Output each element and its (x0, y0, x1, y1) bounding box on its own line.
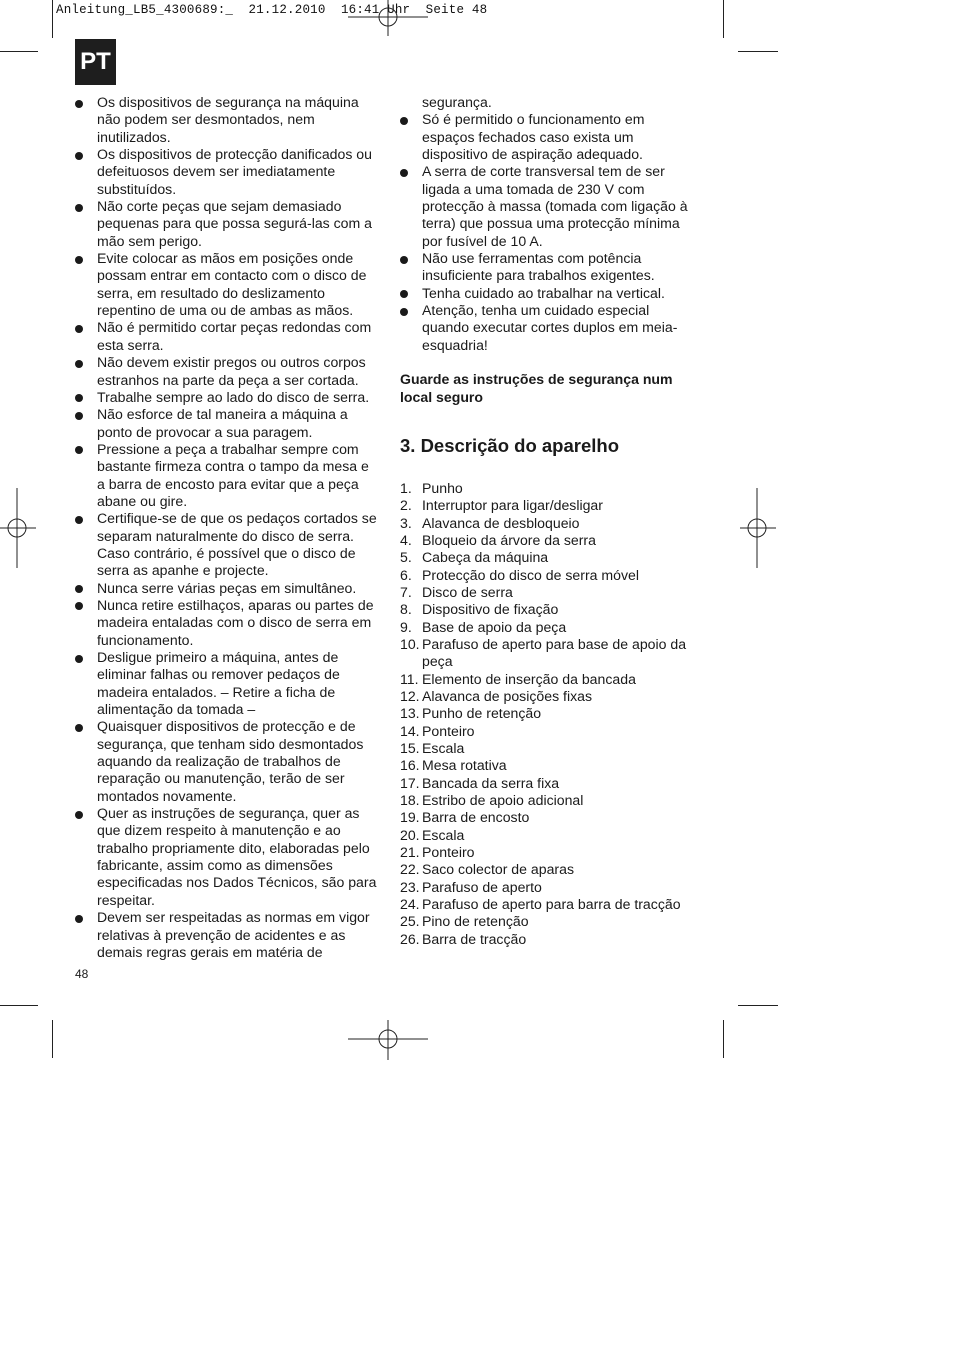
bullet-item (400, 302, 695, 354)
bullet-item (75, 198, 380, 250)
bullet-text: Não é permitido cortar peças redondas com esta serra. (97, 319, 372, 353)
part-number: 24. (400, 896, 420, 913)
part-item (400, 913, 695, 930)
part-item (400, 879, 695, 896)
bullet-item (75, 649, 380, 718)
bullet-text: Quer as instruções de segurança, quer as que dizem respeito à manutenção e ao trabalho propriamente dito, elaboradas pelo fabricante, assim como as dimensões especificadas nos Dados Técnicos, são para respeitar. (97, 805, 377, 908)
bullet-text: Evite colocar as mãos em posições onde possam entrar em contacto com o disco de serra, em resultado do deslizamento repentino de uma ou de ambas as mãos. (97, 250, 367, 319)
bullet-item (400, 250, 695, 285)
part-item (400, 809, 695, 826)
part-label: Alavanca de desbloqueio (422, 514, 580, 531)
registration-mark-top-icon (348, 0, 428, 36)
part-item (400, 757, 695, 774)
part-number: 14. (400, 722, 420, 739)
bullet-dot-icon (75, 655, 83, 663)
bullet-dot-icon (400, 308, 408, 316)
part-number: 8. (400, 601, 412, 618)
part-number: 25. (400, 913, 420, 930)
part-number: 10. (400, 635, 420, 652)
part-number: 1. (400, 479, 412, 496)
bullet-item (75, 580, 380, 597)
part-label: Parafuso de aperto para base de apoio da peça (422, 635, 687, 670)
bullet-text: Os dispositivos de protecção danificados ou defeituosos devem ser imediatamente substituídos. (97, 146, 372, 197)
bullet-dot-icon (75, 100, 83, 108)
bullet-item (75, 94, 380, 146)
crop-mark-top-right-horizontal (738, 51, 778, 52)
bullet-item (75, 250, 380, 319)
bullet-dot-icon (400, 256, 408, 264)
bullet-dot-icon (75, 516, 83, 524)
part-number: 13. (400, 705, 420, 722)
bullet-dot-icon (75, 152, 83, 160)
part-label: Base de apoio da peça (422, 618, 567, 635)
part-number: 2. (400, 497, 412, 514)
bullet-text: Trabalhe sempre ao lado do disco de serra. (97, 388, 370, 405)
part-item (400, 532, 695, 549)
bullet-item (75, 597, 380, 649)
crop-mark-bottom-right-horizontal (738, 1005, 778, 1006)
part-label: Cabeça da máquina (422, 549, 549, 566)
part-label: Dispositivo de fixação (422, 601, 559, 618)
bullet-text: Pressione a peça a trabalhar sempre com bastante firmeza contra o tampo da mesa e a barra de encosto para evitar que a peça abane ou gire. (97, 440, 369, 509)
section-heading: 3. Descrição do aparelho (400, 434, 620, 456)
part-number: 6. (400, 566, 412, 583)
part-item (400, 740, 695, 757)
part-label: Elemento de inserção da bancada (422, 670, 636, 687)
bullet-text: Tenha cuidado ao trabalhar na vertical. (422, 284, 665, 301)
registration-mark-right-icon (740, 488, 776, 568)
bullet-text: Atenção, tenha um cuidado especial quando executar cortes duplos em meia-esquadria! (422, 302, 678, 353)
bullet-item (75, 389, 380, 406)
bullet-item (75, 510, 380, 579)
part-number: 20. (400, 826, 420, 843)
part-label: Saco colector de aparas (422, 861, 574, 878)
part-item (400, 896, 695, 913)
bullet-dot-icon (75, 412, 83, 420)
part-number: 17. (400, 774, 420, 791)
part-label: Ponteiro (422, 722, 475, 739)
bullet-text: Não esforce de tal maneira a máquina a ponto de provocar a sua paragem. (97, 406, 348, 440)
part-number: 3. (400, 514, 412, 531)
part-item (400, 515, 695, 532)
bullet-text: Nunca serre várias peças em simultâneo. (97, 579, 357, 596)
bullet-dot-icon (75, 325, 83, 333)
print-slug: Anleitung_LB5_4300689:_ 21.12.2010 16:41 Uhr Seite 48 (56, 3, 488, 17)
bullet-text: Não use ferramentas com potência insuficiente para trabalhos exigentes. (422, 250, 655, 284)
bullet-item (75, 406, 380, 441)
part-item (400, 775, 695, 792)
part-label: Parafuso de aperto para barra de tracção (422, 896, 681, 913)
part-item (400, 497, 695, 514)
part-label: Estribo de apoio adicional (422, 792, 584, 809)
crop-mark-bottom-right-vertical (723, 1020, 724, 1058)
part-label: Disco de serra (422, 583, 513, 600)
part-item (400, 688, 695, 705)
part-item (400, 480, 695, 497)
part-number: 18. (400, 792, 420, 809)
bullet-dot-icon (75, 394, 83, 402)
bullet-dot-icon (400, 117, 408, 125)
part-label: Barra de encosto (422, 809, 530, 826)
parts-list (400, 480, 695, 948)
bullet-text: Não devem existir pregos ou outros corpos estranhos na parte da peça a ser cortada. (97, 354, 366, 388)
bullet-dot-icon (75, 585, 83, 593)
bullet-item (75, 146, 380, 198)
part-label: Parafuso de aperto (422, 878, 542, 895)
bullet-text: Quaisquer dispositivos de protecção e de segurança, que tenham sido desmontados aquando da realização de trabalhos de reparação ou manutenção, terão de ser montados novamente. (97, 718, 364, 804)
part-label: Punho (422, 479, 463, 496)
part-label: Barra de tracção (422, 930, 527, 947)
part-number: 9. (400, 618, 412, 635)
part-label: Escala (422, 740, 465, 756)
continued-bullet-text: segurança. (422, 94, 492, 110)
right-column (400, 94, 695, 948)
part-item (400, 619, 695, 636)
safety-bullet-list (75, 94, 380, 961)
registration-mark-left-icon (0, 488, 36, 568)
bullet-item (400, 163, 695, 250)
part-item (400, 636, 695, 671)
part-number: 23. (400, 878, 420, 895)
part-item (400, 567, 695, 584)
registration-mark-bottom-icon (348, 1020, 428, 1060)
bullet-item (75, 909, 380, 961)
part-label: Punho de retenção (422, 705, 542, 722)
crop-mark-top-left-vertical (52, 0, 53, 38)
safety-bullet-list-continued (400, 111, 695, 354)
bullet-item (75, 718, 380, 805)
bullet-text: Os dispositivos de segurança na máquina não podem ser desmontados, nem inutilizados. (97, 94, 359, 145)
part-label: Alavanca de posições fixas (422, 687, 593, 704)
part-number: 12. (400, 687, 420, 704)
bullet-text: A serra de corte transversal tem de ser ligada a uma tomada de 230 V com protecção à massa (tomada com ligação à terra) que possua uma protecção mínima por fusível de 10 A. (422, 163, 688, 249)
part-number: 5. (400, 549, 412, 566)
bullet-dot-icon (75, 724, 83, 732)
bullet-text: Nunca retire estilhaços, aparas ou partes de madeira entaladas com o disco de serra em funcionamento. (97, 596, 374, 648)
part-item (400, 792, 695, 809)
part-number: 4. (400, 531, 412, 548)
part-label: Mesa rotativa (422, 757, 507, 774)
part-number: 15. (400, 740, 420, 756)
bullet-text: Devem ser respeitadas as normas em vigor relativas à prevenção de acidentes e as demais regras gerais em matéria de (97, 909, 370, 960)
keep-instructions-note: Guarde as instruções de segurança num local seguro (400, 371, 673, 405)
part-label: Pino de retenção (422, 913, 529, 930)
bullet-item (400, 285, 695, 302)
part-number: 7. (400, 583, 412, 600)
bullet-dot-icon (400, 169, 408, 177)
bullet-dot-icon (75, 360, 83, 368)
part-number: 16. (400, 757, 420, 774)
bullet-item (75, 441, 380, 510)
part-number: 11. (400, 670, 419, 687)
bullet-dot-icon (400, 290, 408, 298)
crop-mark-top-right-vertical (723, 0, 724, 38)
part-number: 26. (400, 930, 420, 947)
bullet-item (75, 805, 380, 909)
left-column (75, 94, 380, 961)
part-item (400, 671, 695, 688)
part-item (400, 827, 695, 844)
part-item (400, 549, 695, 566)
part-item (400, 723, 695, 740)
bullet-text: Certifique-se de que os pedaços cortados se separam naturalmente do disco de serra. Caso contrário, é possível que o disco de serra as apanhe e projecte. (97, 510, 377, 579)
part-number: 21. (400, 844, 420, 861)
crop-mark-top-left-horizontal (0, 51, 38, 52)
part-item (400, 931, 695, 948)
crop-mark-bottom-left-horizontal (0, 1005, 38, 1006)
bullet-text: Desligue primeiro a máquina, antes de eliminar falhas ou remover pedaços de madeira entalados. – Retire a ficha de alimentação da tomada – (97, 649, 340, 718)
part-item (400, 705, 695, 722)
bullet-dot-icon (75, 811, 83, 819)
bullet-item (75, 354, 380, 389)
part-item (400, 601, 695, 618)
part-item (400, 584, 695, 601)
part-item (400, 844, 695, 861)
part-label: Interruptor para ligar/desligar (422, 497, 603, 514)
page-number: 48 (75, 967, 89, 981)
bullet-dot-icon (75, 256, 83, 264)
bullet-dot-icon (75, 915, 83, 923)
part-number: 22. (400, 861, 420, 878)
bullet-text: Não corte peças que sejam demasiado pequenas para que possa segurá-las com a mão sem perigo. (97, 198, 373, 249)
bullet-dot-icon (75, 602, 83, 610)
part-label: Escala (422, 826, 465, 843)
part-label: Protecção do disco de serra móvel (422, 566, 639, 583)
bullet-dot-icon (75, 204, 83, 212)
crop-mark-bottom-left-vertical (52, 1020, 53, 1058)
part-item (400, 861, 695, 878)
part-label: Ponteiro (422, 844, 475, 861)
language-badge: PT (75, 39, 116, 85)
part-number: 19. (400, 809, 420, 826)
bullet-item (75, 319, 380, 354)
part-label: Bancada da serra fixa (422, 774, 560, 791)
bullet-item (400, 111, 695, 163)
bullet-text: Só é permitido o funcionamento em espaços fechados caso exista um dispositivo de aspiração adequado. (422, 111, 645, 163)
part-label: Bloqueio da árvore da serra (422, 531, 596, 548)
bullet-dot-icon (75, 446, 83, 454)
